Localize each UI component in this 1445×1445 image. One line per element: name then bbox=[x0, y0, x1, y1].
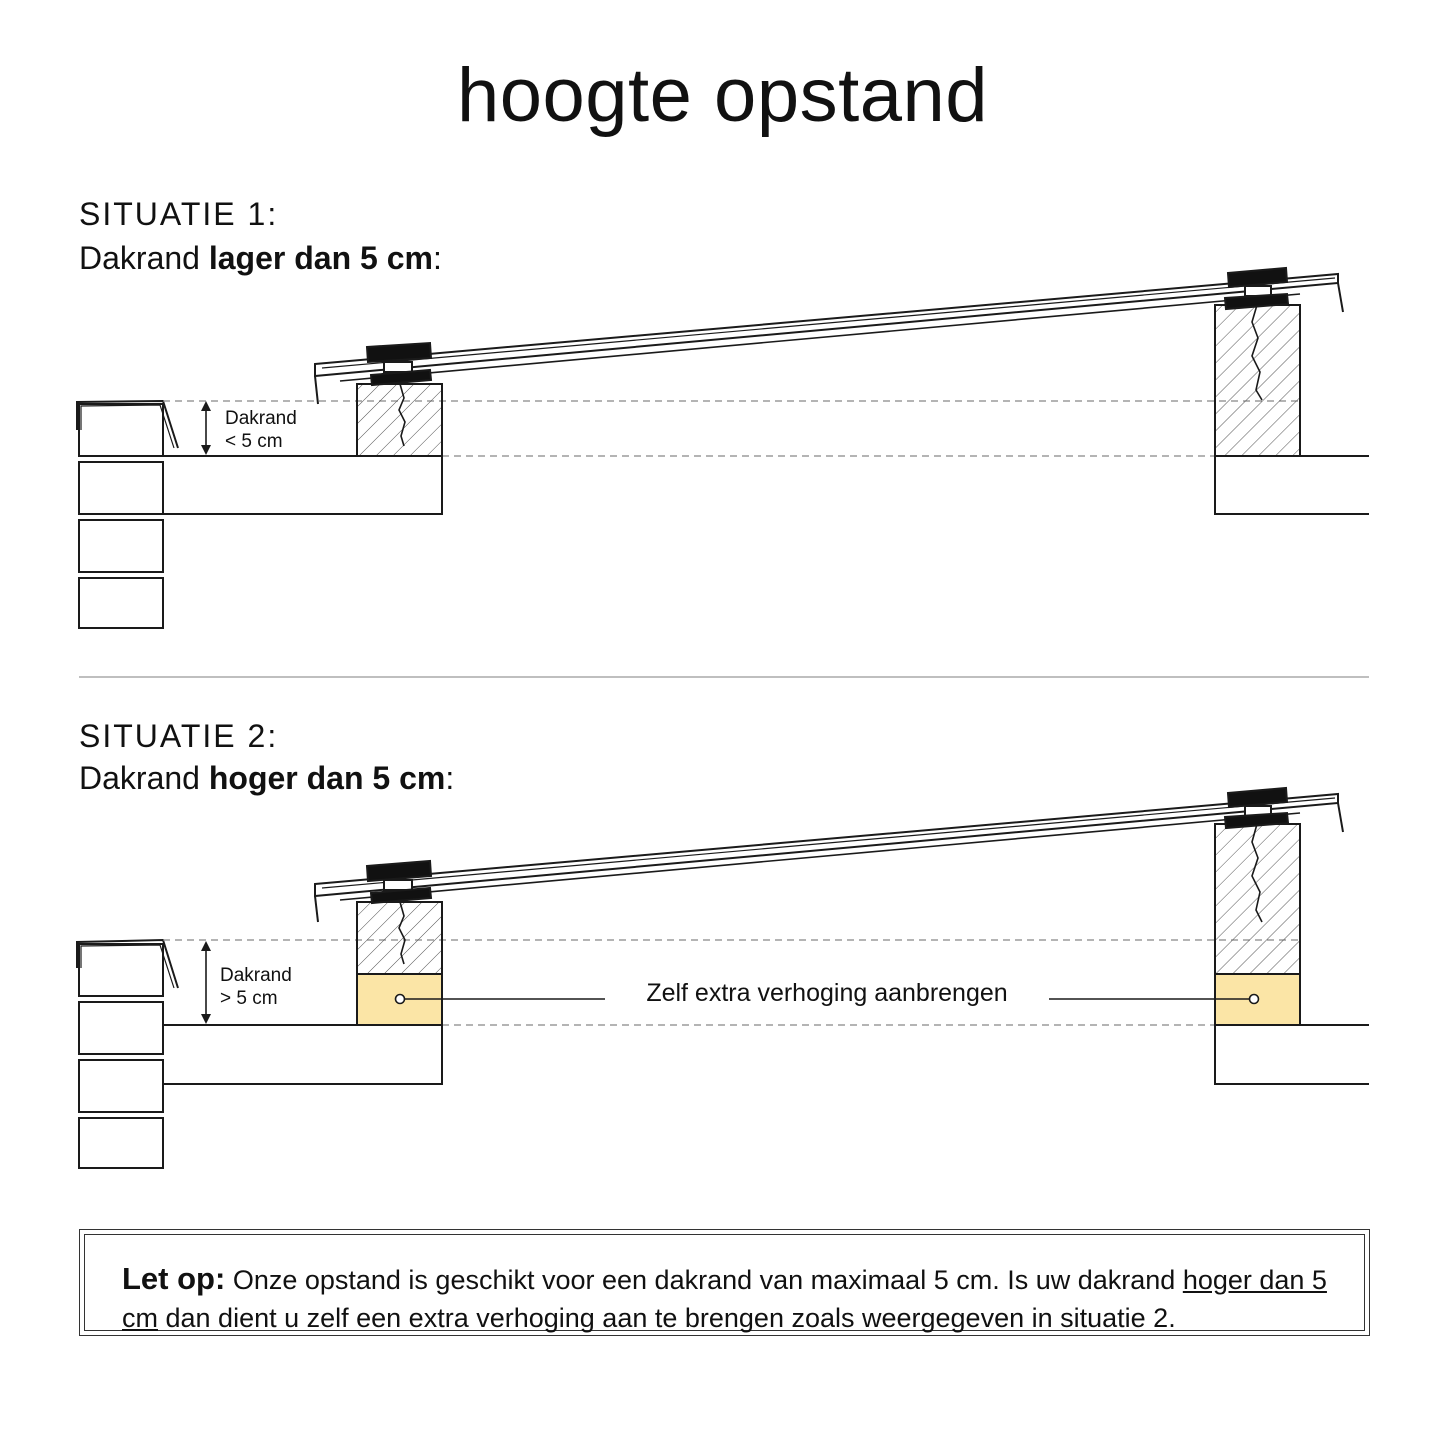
note-text1: Onze opstand is geschikt voor een dakrand van maximaal 5 cm. Is uw dakrand bbox=[225, 1265, 1183, 1295]
situation2-brick-wall bbox=[79, 944, 163, 1168]
situation2-desc-prefix: Dakrand bbox=[79, 760, 209, 796]
situation2-dim-label-2: > 5 cm bbox=[220, 988, 278, 1009]
situation1-desc-suffix: : bbox=[432, 240, 442, 276]
situation1-label: SITUATIE 1: bbox=[79, 196, 279, 232]
situation2-desc-bold: hoger dan 5 cm bbox=[208, 760, 446, 796]
note-bold: Let op: bbox=[122, 1261, 226, 1296]
situation2-roof-panel bbox=[315, 794, 1343, 922]
situation1-right-beam bbox=[1215, 305, 1300, 456]
situation2-callout-label: Zelf extra verhoging aanbrengen bbox=[646, 979, 1008, 1007]
situation1-left-beam bbox=[357, 384, 442, 456]
situation1-dim-label-2: < 5 cm bbox=[225, 431, 283, 452]
situation1-dim-label-1: Dakrand bbox=[225, 408, 297, 429]
situation2-label: SITUATIE 2: bbox=[79, 718, 279, 754]
situation1-desc-prefix: Dakrand bbox=[79, 240, 209, 276]
note-box bbox=[79, 1229, 1370, 1336]
situation1-brick-wall bbox=[79, 404, 163, 628]
situation2-desc-suffix: : bbox=[445, 760, 455, 796]
note-underline: hoger dan 5 cm bbox=[122, 1265, 1327, 1333]
situation2-left-beam bbox=[357, 902, 442, 974]
situation1-dimension-arrow bbox=[201, 401, 211, 455]
page-title: hoogte opstand bbox=[456, 53, 989, 138]
situation1-roof-panel bbox=[315, 274, 1343, 404]
note-text2: dan dient u zelf een extra verhoging aan te brengen zoals weergegeven in situatie 2. bbox=[158, 1303, 1176, 1333]
note-text bbox=[122, 1260, 1342, 1337]
situation2-dimension-arrow bbox=[201, 941, 211, 1024]
situation1-right-slab bbox=[1215, 456, 1369, 514]
situation1-roof-slab bbox=[163, 456, 442, 514]
situation1-desc-bold: lager dan 5 cm bbox=[208, 240, 433, 276]
situation2-right-beam bbox=[1215, 824, 1300, 974]
situation2-dim-label-1: Dakrand bbox=[220, 965, 292, 986]
situation2-roof-slab bbox=[163, 1025, 442, 1084]
situation2-right-slab bbox=[1215, 1025, 1369, 1084]
